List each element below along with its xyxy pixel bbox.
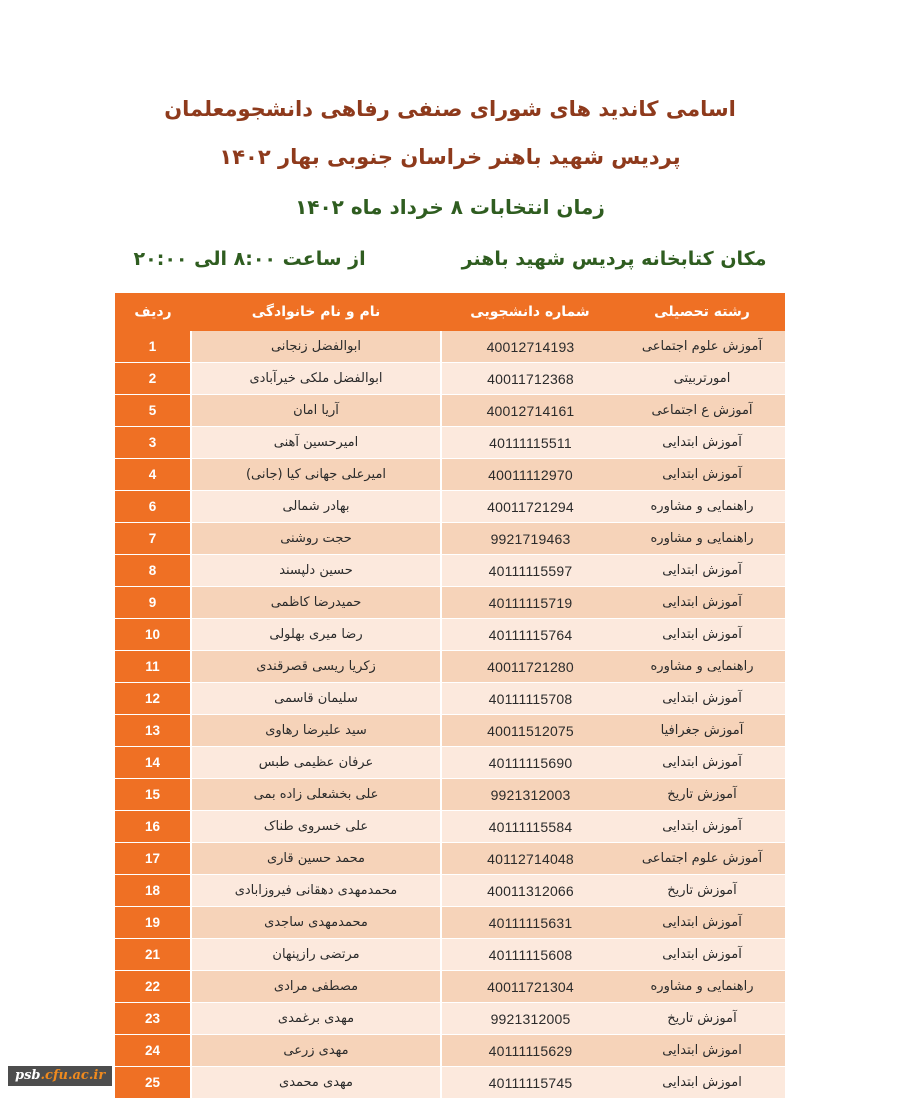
cell-student-id: 40111115629 xyxy=(441,1035,619,1067)
column-header-rank: ردیف xyxy=(115,293,191,331)
watermark-prefix: psb xyxy=(15,1068,41,1083)
cell-major: آموزش ابتدایی xyxy=(619,939,785,971)
table-row xyxy=(115,587,785,619)
cell-rank: 3 xyxy=(115,427,191,459)
cell-student-id: 40011112970 xyxy=(441,459,619,491)
cell-rank: 15 xyxy=(115,779,191,811)
table-row xyxy=(115,555,785,587)
cell-student-id: 40111115708 xyxy=(441,683,619,715)
election-date-line: زمان انتخابات ۸ خرداد ماه ۱۴۰۲ xyxy=(295,194,605,219)
cell-rank: 16 xyxy=(115,811,191,843)
table-header xyxy=(115,293,785,331)
cell-name: محمدمهدی ساجدی xyxy=(191,907,441,939)
table-row xyxy=(115,843,785,875)
cell-student-id: 40111115690 xyxy=(441,747,619,779)
cell-student-id: 40111115764 xyxy=(441,619,619,651)
table-row xyxy=(115,427,785,459)
column-header-major: رشته تحصیلی xyxy=(619,293,785,331)
cell-rank: 19 xyxy=(115,907,191,939)
cell-name: حسین دلپسند xyxy=(191,555,441,587)
cell-major: آموزش ابتدایی xyxy=(619,555,785,587)
cell-major: آموزش ابتدایی xyxy=(619,587,785,619)
cell-name: عرفان عظیمی طبس xyxy=(191,747,441,779)
table-row xyxy=(115,1003,785,1035)
table-row xyxy=(115,1067,785,1099)
cell-student-id: 40011721294 xyxy=(441,491,619,523)
cell-rank: 4 xyxy=(115,459,191,491)
cell-rank: 21 xyxy=(115,939,191,971)
table-row xyxy=(115,939,785,971)
cell-rank: 13 xyxy=(115,715,191,747)
table-row xyxy=(115,363,785,395)
cell-name: محمدمهدی دهقانی فیروزابادی xyxy=(191,875,441,907)
cell-student-id: 40111115584 xyxy=(441,811,619,843)
watermark-domain: .cfu.ac.ir xyxy=(40,1068,106,1083)
cell-student-id: 40011512075 xyxy=(441,715,619,747)
cell-rank: 25 xyxy=(115,1067,191,1099)
cell-rank: 6 xyxy=(115,491,191,523)
cell-student-id: 40111115631 xyxy=(441,907,619,939)
table-row xyxy=(115,651,785,683)
cell-student-id: 40111115608 xyxy=(441,939,619,971)
cell-name: مهدی محمدی xyxy=(191,1067,441,1099)
cell-major: آموزش ابتدایی xyxy=(619,427,785,459)
table-body xyxy=(115,331,785,1098)
cell-major: آموزش ابتدایی xyxy=(619,811,785,843)
cell-rank: 7 xyxy=(115,523,191,555)
cell-name: سید علیرضا رهاوی xyxy=(191,715,441,747)
cell-major: راهنمایی و مشاوره xyxy=(619,523,785,555)
cell-major: آموزش علوم اجتماعی xyxy=(619,331,785,363)
election-location: مکان کتابخانه پردیس شهید باهنر xyxy=(461,247,767,270)
table-row xyxy=(115,811,785,843)
cell-name: مصطفی مرادی xyxy=(191,971,441,1003)
cell-rank: 8 xyxy=(115,555,191,587)
cell-rank: 23 xyxy=(115,1003,191,1035)
cell-name: علی خسروی طناک xyxy=(191,811,441,843)
cell-student-id: 40111115745 xyxy=(441,1067,619,1099)
cell-name: آریا امان xyxy=(191,395,441,427)
cell-name: علی بخشعلی زاده بمی xyxy=(191,779,441,811)
cell-name: رضا میری بهلولی xyxy=(191,619,441,651)
table-row xyxy=(115,715,785,747)
cell-major: اموزش ابتدایی xyxy=(619,1067,785,1099)
cell-name: حجت روشنی xyxy=(191,523,441,555)
cell-rank: 1 xyxy=(115,331,191,363)
cell-name: مهدی زرعی xyxy=(191,1035,441,1067)
cell-major: راهنمایی و مشاوره xyxy=(619,491,785,523)
subtitle-campus: پردیس شهید باهنر خراسان جنوبی بهار ۱۴۰۲ xyxy=(219,145,681,170)
cell-rank: 10 xyxy=(115,619,191,651)
cell-major: اموزش ابتدایی xyxy=(619,1035,785,1067)
cell-major: آموزش تاریخ xyxy=(619,875,785,907)
cell-major: امورتربیتی xyxy=(619,363,785,395)
table-row xyxy=(115,395,785,427)
cell-name: مهدی برغمدی xyxy=(191,1003,441,1035)
cell-student-id: 40011712368 xyxy=(441,363,619,395)
document-heading-block xyxy=(0,0,900,270)
cell-name: امیرعلی جهانی کیا (جانی) xyxy=(191,459,441,491)
table-row xyxy=(115,491,785,523)
cell-student-id: 40111115597 xyxy=(441,555,619,587)
candidates-table-container xyxy=(115,293,785,1098)
cell-major: آموزش ابتدایی xyxy=(619,683,785,715)
table-row xyxy=(115,779,785,811)
page-title: اسامی کاندید های شورای صنفی رفاهی دانشجومعلمان xyxy=(164,97,736,121)
table-row xyxy=(115,747,785,779)
table-row xyxy=(115,683,785,715)
table-row xyxy=(115,971,785,1003)
cell-rank: 18 xyxy=(115,875,191,907)
cell-student-id: 40011312066 xyxy=(441,875,619,907)
table-row xyxy=(115,1035,785,1067)
table-row xyxy=(115,523,785,555)
election-time: از ساعت ۸:۰۰ الی ۲۰:۰۰ xyxy=(133,247,366,270)
cell-rank: 9 xyxy=(115,587,191,619)
table-row xyxy=(115,907,785,939)
cell-major: آموزش ع اجتماعی xyxy=(619,395,785,427)
table-header-row xyxy=(115,293,785,331)
cell-major: آموزش تاریخ xyxy=(619,1003,785,1035)
cell-name: بهادر شمالی xyxy=(191,491,441,523)
cell-student-id: 40112714048 xyxy=(441,843,619,875)
cell-major: آموزش ابتدایی xyxy=(619,619,785,651)
site-watermark xyxy=(8,1066,112,1086)
cell-name: سلیمان قاسمی xyxy=(191,683,441,715)
cell-name: زکریا ریسی قصرقندی xyxy=(191,651,441,683)
cell-rank: 12 xyxy=(115,683,191,715)
cell-rank: 14 xyxy=(115,747,191,779)
cell-rank: 11 xyxy=(115,651,191,683)
cell-rank: 17 xyxy=(115,843,191,875)
cell-rank: 5 xyxy=(115,395,191,427)
cell-rank: 22 xyxy=(115,971,191,1003)
cell-major: راهنمایی و مشاوره xyxy=(619,651,785,683)
table-row xyxy=(115,619,785,651)
table-row xyxy=(115,331,785,363)
cell-major: آموزش جغرافیا xyxy=(619,715,785,747)
cell-student-id: 40111115719 xyxy=(441,587,619,619)
cell-name: ابوالفضل زنجانی xyxy=(191,331,441,363)
cell-rank: 2 xyxy=(115,363,191,395)
cell-student-id: 40011721280 xyxy=(441,651,619,683)
cell-rank: 24 xyxy=(115,1035,191,1067)
cell-name: امیرحسین آهنی xyxy=(191,427,441,459)
cell-name: مرتضی رازپنهان xyxy=(191,939,441,971)
cell-student-id: 40012714193 xyxy=(441,331,619,363)
table-row xyxy=(115,875,785,907)
cell-major: آموزش ابتدایی xyxy=(619,459,785,491)
election-details-row xyxy=(0,248,900,270)
cell-name: محمد حسین قاری xyxy=(191,843,441,875)
cell-student-id: 40011721304 xyxy=(441,971,619,1003)
table-row xyxy=(115,459,785,491)
candidates-table xyxy=(115,293,785,1098)
column-header-student-id: شماره دانشجویی xyxy=(441,293,619,331)
cell-name: ابوالفضل ملکی خیرآبادی xyxy=(191,363,441,395)
cell-student-id: 9921312003 xyxy=(441,779,619,811)
cell-major: آموزش تاریخ xyxy=(619,779,785,811)
cell-student-id: 9921312005 xyxy=(441,1003,619,1035)
cell-major: راهنمایی و مشاوره xyxy=(619,971,785,1003)
cell-student-id: 40111115511 xyxy=(441,427,619,459)
cell-major: آموزش ابتدایی xyxy=(619,907,785,939)
cell-name: حمیدرضا کاظمی xyxy=(191,587,441,619)
cell-student-id: 9921719463 xyxy=(441,523,619,555)
column-header-name: نام و نام خانوادگی xyxy=(191,293,441,331)
cell-major: آموزش علوم اجتماعی xyxy=(619,843,785,875)
cell-major: آموزش ابتدایی xyxy=(619,747,785,779)
cell-student-id: 40012714161 xyxy=(441,395,619,427)
